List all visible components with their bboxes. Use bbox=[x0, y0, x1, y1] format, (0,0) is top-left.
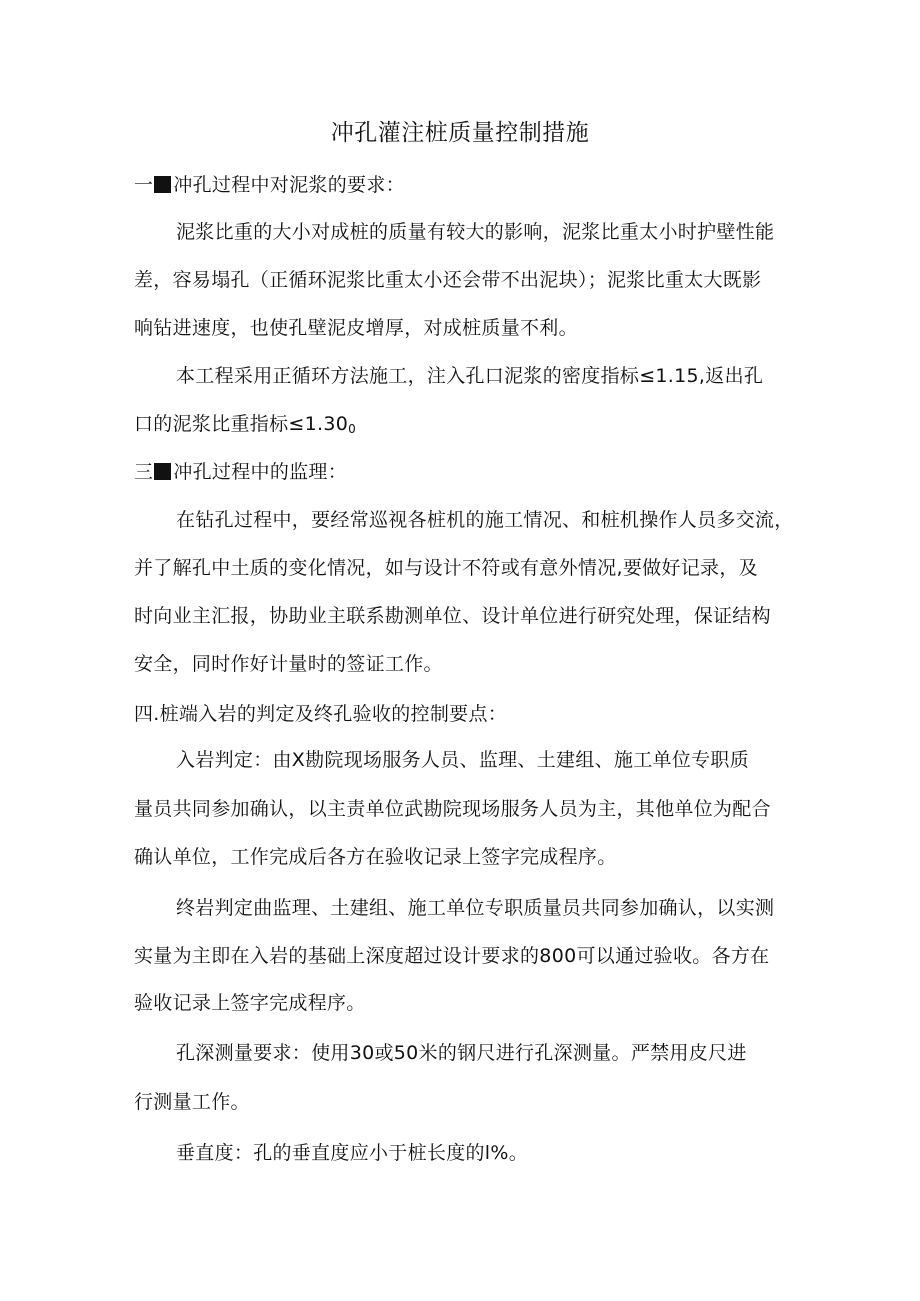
section-number: 三 bbox=[134, 461, 154, 483]
paragraph-line: 在钻孔过程中，要经常巡视各桩机的施工情况、和桩机操作人员多交流， bbox=[176, 509, 794, 531]
paragraph-line: 入岩判定：由X勘院现场服务人员、监理、土建组、施工单位专职质 bbox=[176, 749, 750, 771]
paragraph-line: 本工程采用正循环方法施工，注入孔口泥浆的密度指标≤1.15,返出孔 bbox=[176, 365, 764, 387]
section-heading-text: 冲孔过程中对泥浆的要求： bbox=[173, 174, 405, 196]
section-heading-1 bbox=[134, 170, 405, 200]
paragraph-line: 验收记录上签字完成程序。 bbox=[134, 992, 366, 1014]
paragraph-text: 口的泥浆比重指标≤1.30 bbox=[134, 413, 349, 435]
square-bullet-icon bbox=[154, 176, 171, 193]
paragraph-line: 量员共同参加确认，以主责单位武勘院现场服务人员为主，其他单位为配合 bbox=[134, 798, 771, 820]
section-heading-3 bbox=[134, 457, 347, 487]
paragraph-line: 行测量工作。 bbox=[134, 1091, 250, 1113]
section-heading-text: 冲孔过程中的监理： bbox=[173, 461, 348, 483]
subscript-mark: 0 bbox=[348, 422, 357, 436]
paragraph-line: 安全，同时作好计量时的签证工作。 bbox=[134, 653, 443, 675]
square-bullet-icon bbox=[154, 463, 171, 480]
paragraph-line: 实量为主即在入岩的基础上深度超过设计要求的800可以通过验收。各方在 bbox=[134, 945, 770, 967]
paragraph-line: 差，容易塌孔（正循环泥浆比重太小还会带不出泥块）；泥浆比重太大既影 bbox=[134, 269, 762, 291]
paragraph-line: 并了解孔中土质的变化情况，如与设计不符或有意外情况,要做好记录，及 bbox=[134, 557, 758, 579]
paragraph-line: 孔深测量要求：使用30或50米的钢尺进行孔深测量。严禁用皮尺进 bbox=[176, 1042, 747, 1064]
paragraph-line bbox=[134, 409, 356, 444]
paragraph-line: 泥浆比重的大小对成桩的质量有较大的影响，泥浆比重太小时护壁性能 bbox=[176, 221, 775, 243]
paragraph-line: 时向业主汇报，协助业主联系勘测单位、设计单位进行研究处理，保证结构 bbox=[134, 605, 771, 627]
paragraph-line: 响钻进速度，也使孔壁泥皮增厚，对成桩质量不利。 bbox=[134, 317, 578, 339]
section-number: 一 bbox=[134, 174, 154, 196]
paragraph-line: 垂直度：孔的垂直度应小于桩长度的l%。 bbox=[176, 1142, 529, 1164]
document-title: 冲孔灌注桩质量控制措施 bbox=[330, 120, 590, 146]
section-heading-4: 四.桩端入岩的判定及终孔验收的控制要点： bbox=[134, 703, 508, 725]
paragraph-line: 终岩判定曲监理、土建组、施工单位专职质量员共同参加确认，以实测 bbox=[176, 897, 775, 919]
paragraph-line: 确认单位，工作完成后各方在验收记录上签字完成程序。 bbox=[134, 846, 617, 868]
